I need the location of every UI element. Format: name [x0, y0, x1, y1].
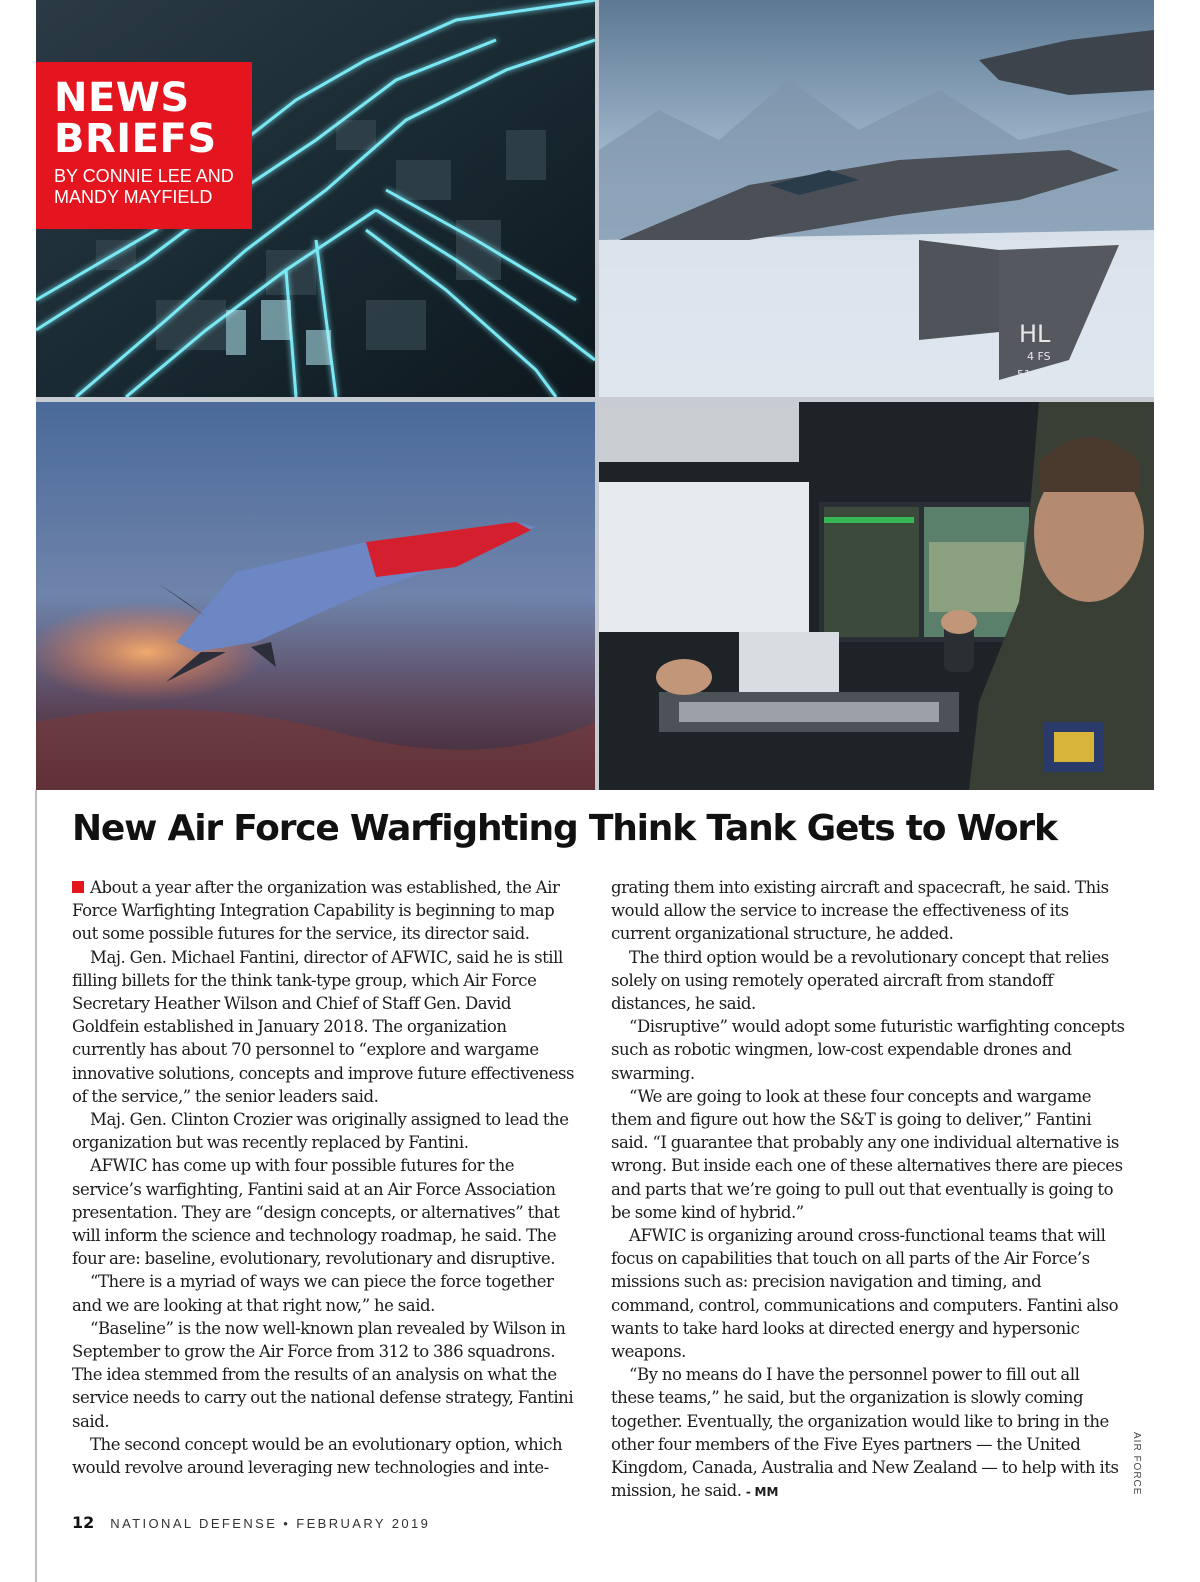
title-line-briefs: BRIEFS: [54, 116, 217, 162]
paragraph: Maj. Gen. Michael Fantini, director of AFWIC, said he is still filling billets for the think tank-type group, which Air Force Secretary Heather Wilson and Chief of Staff Gen. David Goldfein established in January 2018. The organization currently has about 70 personnel to “explore and wargame innovative solutions, concepts and improve future effectiveness of the service,” the senior leaders said.: [72, 947, 575, 1106]
tail-unit: 4 FS: [1027, 350, 1051, 363]
paragraph: AFWIC has come up with four possible futures for the service’s warfighting, Fantini said at an Air Force Association presentation. They are “design concepts, or alternatives” that will inform the science and technology roadmap, he said. The four are: baseline, evolutionary, revolutionary and disruptive.: [72, 1156, 560, 1269]
tail-serial: 5140: [1017, 368, 1045, 381]
hypersonic-vehicle-illustration: [36, 402, 595, 790]
paragraph: [72, 876, 582, 946]
control-station-photo: [599, 402, 1154, 790]
page-left-rule: [35, 790, 37, 1582]
paragraph: Maj. Gen. Clinton Crozier was originally assigned to lead the organization but was recently replaced by Fantini.: [72, 1110, 569, 1153]
news-briefs-box: [36, 62, 252, 229]
photo-divider-horizontal: [36, 397, 1154, 402]
issue-date: FEBRUARY 2019: [296, 1516, 431, 1531]
byline: [54, 166, 252, 208]
control-station-illustration: [599, 402, 1154, 790]
paragraph: AFWIC is organizing around cross-functional teams that will focus on capabilities that touch on all parts of the Air Force’s missions such as: precision navigation and timing, and command, control, communications and computers. Fantini also wants to take hard looks at directed energy and hypersonic weapons.: [611, 1226, 1119, 1362]
byline-line-2: MANDY MAYFIELD: [54, 187, 213, 207]
photo-credit: AIR FORCE: [1131, 1432, 1142, 1496]
article-headline: New Air Force Warfighting Think Tank Gets to Work: [72, 808, 1057, 849]
news-briefs-title: [54, 75, 252, 162]
paragraph-text: “By no means do I have the personnel power to fill out all these teams,” he said, but the organization is slowly coming together. Eventually, the organization would like to bring in the other four members of the Five Eyes partners — the United Kingdom, Canada, Australia and New Zealand — to help with its mission, he said.: [611, 1365, 1119, 1501]
paragraph: [611, 1363, 1126, 1504]
footer-separator: •: [283, 1516, 291, 1531]
paragraph: grating them into existing aircraft and spacecraft, he said. This would allow the service to increase the effectiveness of its current organizational structure, he added.: [611, 878, 1109, 944]
tail-code: HL: [1019, 320, 1051, 348]
red-square-icon: [72, 881, 84, 893]
paragraph: The second concept would be an evolutionary option, which would revolve around leveraging new technologies and inte-: [72, 1434, 563, 1478]
paragraph: “Baseline” is the now well-known plan revealed by Wilson in September to grow the Air Force from 312 to 386 squadrons. The idea stemmed from the results of an analysis on what the service needs to carry out the national defense strategy, Fantini said.: [72, 1318, 574, 1431]
f35-jet-photo: [599, 0, 1154, 397]
paragraph: “We are going to look at these four concepts and wargame them and figure out how the S&T is going to deliver,” Fantini said. “I guarantee that probably any one individual alternative is wrong. But inside each one of these alternatives there are pieces and parts that we’re going to pull out that eventually is going to be some kind of hybrid.”: [611, 1086, 1123, 1222]
article-column-right: [611, 876, 1126, 1504]
hypersonic-vehicle-photo: [36, 402, 595, 790]
paragraph: “There is a myriad of ways we can piece the force together and we are looking at that right now,” he said.: [72, 1272, 554, 1315]
byline-line-1: BY CONNIE LEE AND: [54, 166, 234, 186]
paragraph: The third option would be a revolutionary concept that relies solely on using remotely operated aircraft from standoff distances, he said.: [611, 947, 1109, 1014]
photo-divider-vertical: [595, 0, 599, 790]
paragraph-text: About a year after the organization was established, the Air Force Warfighting Integration Capability is beginning to map out some possible futures for the service, its director said.: [72, 878, 560, 944]
author-signature: - MM: [745, 1485, 779, 1500]
paragraph: “Disruptive” would adopt some futuristic warfighting concepts such as robotic wingmen, low-cost expendable drones and swarming.: [611, 1017, 1125, 1083]
publication-name: NATIONAL DEFENSE: [110, 1516, 278, 1531]
article-column-left: [72, 876, 582, 1479]
page-footer: [72, 1513, 430, 1532]
fighter-jet-illustration: [599, 0, 1154, 397]
page-number: 12: [72, 1513, 95, 1532]
title-line-news: NEWS: [54, 75, 190, 121]
